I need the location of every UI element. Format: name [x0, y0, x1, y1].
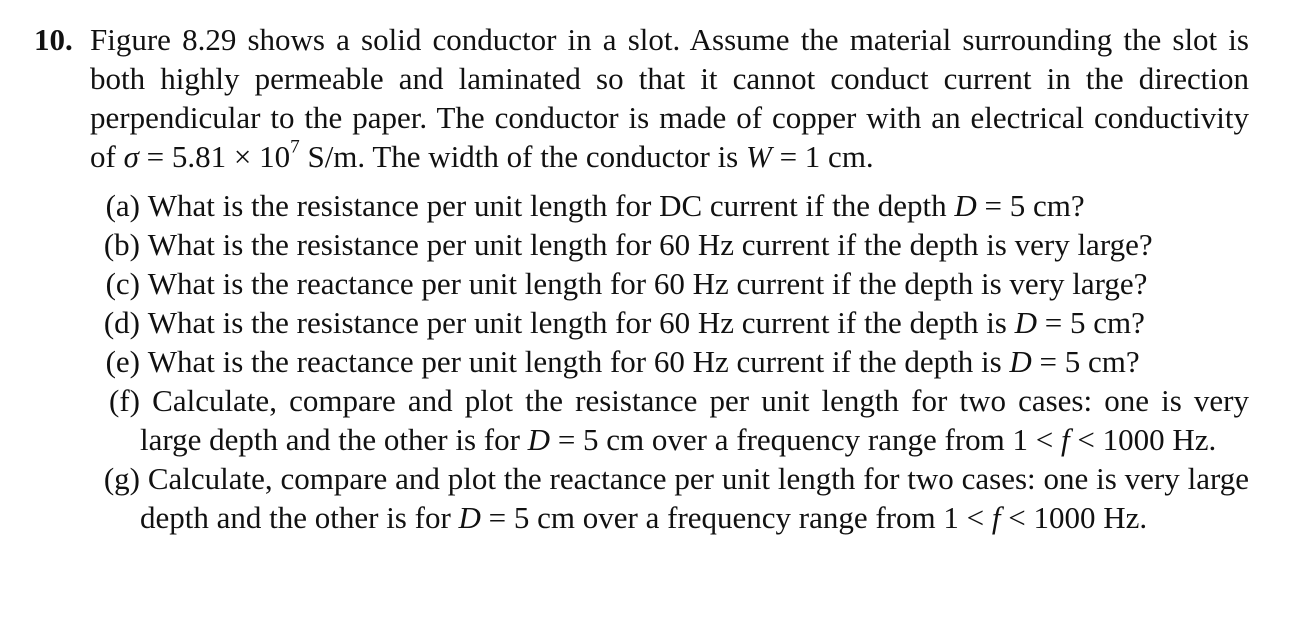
- depth-symbol: D: [954, 188, 977, 223]
- subquestion-e: [90, 342, 1249, 381]
- subquestion-text: [140, 459, 1249, 537]
- depth-symbol: D: [1009, 344, 1032, 379]
- subquestion-text-1: What is the reactance per unit length for 60 Hz current if the depth is: [147, 344, 1010, 379]
- subquestion-text-3: < 1000 Hz.: [1000, 500, 1148, 535]
- subquestion-text-3: < 1000 Hz.: [1069, 422, 1217, 457]
- subquestion-text-1: What is the resistance per unit length for 60 Hz current if the depth is: [147, 305, 1015, 340]
- problem-10: [34, 20, 1249, 537]
- subquestion-text-1: Calculate, compare and plot the reactance per unit length for two cases: one is very large depth and the other is for: [140, 461, 1249, 535]
- subquestion-text: [140, 342, 1249, 381]
- subquestion-label: (g): [103, 461, 140, 496]
- problem-statement: [90, 20, 1249, 176]
- depth-symbol: D: [458, 500, 481, 535]
- subquestion-label: (a): [105, 188, 140, 223]
- problem-header: [34, 20, 1249, 176]
- subquestion-text: [140, 264, 1249, 303]
- sigma-symbol: σ: [123, 139, 139, 174]
- statement-text-4: = 1 cm.: [771, 139, 874, 174]
- subquestion-text: [140, 225, 1249, 264]
- problem-number: 10.: [34, 22, 73, 57]
- subquestion-label: (e): [105, 344, 140, 379]
- subquestion-text-1: What is the reactance per unit length for 60 Hz current if the depth is very large?: [147, 266, 1148, 301]
- frequency-symbol: f: [991, 500, 1001, 535]
- subquestion-text-2: = 5 cm?: [1031, 344, 1140, 379]
- depth-symbol: D: [527, 422, 551, 457]
- subquestion-text-1: What is the resistance per unit length for 60 Hz current if the depth is very large?: [147, 227, 1153, 262]
- subquestion-text: [140, 303, 1249, 342]
- subquestion-a: [90, 186, 1249, 225]
- frequency-symbol: f: [1061, 422, 1070, 457]
- subquestion-label: (c): [105, 266, 140, 301]
- subquestion-f: [90, 381, 1249, 459]
- width-symbol: W: [746, 139, 772, 174]
- subquestion-label: (b): [103, 227, 140, 262]
- subquestion-text: [140, 381, 1249, 459]
- subquestion-b: [90, 225, 1249, 264]
- subquestion-text: [140, 186, 1249, 225]
- subquestion-text-2: = 5 cm over a frequency range from 1 <: [480, 500, 992, 535]
- subquestion-text-2: = 5 cm?: [976, 188, 1085, 223]
- exponent: 7: [290, 136, 300, 158]
- subquestion-list: [90, 186, 1249, 537]
- statement-text-2: = 5.81 × 10: [138, 139, 291, 174]
- subquestion-label: (f): [109, 383, 140, 418]
- depth-symbol: D: [1014, 305, 1038, 340]
- statement-text-1: Figure 8.29 shows a solid conductor in a slot. Assume the material surrounding the slot is both highly permeable and laminated so that it cannot conduct current in the direction perpendicular to the paper. The conductor is made of copper with an electrical conductivity of: [90, 22, 1249, 174]
- subquestion-d: [90, 303, 1249, 342]
- subquestion-text-2: = 5 cm?: [1037, 305, 1145, 340]
- statement-text-3: S/m. The width of the conductor is: [299, 139, 746, 174]
- subquestion-label: (d): [103, 305, 140, 340]
- subquestion-g: [90, 459, 1249, 537]
- subquestion-c: [90, 264, 1249, 303]
- subquestion-text-1: What is the resistance per unit length for DC current if the depth: [147, 188, 955, 223]
- subquestion-text-1: Calculate, compare and plot the resistance per unit length for two cases: one is very large depth and the other is for: [140, 383, 1249, 457]
- subquestion-text-2: = 5 cm over a frequency range from 1 <: [550, 422, 1062, 457]
